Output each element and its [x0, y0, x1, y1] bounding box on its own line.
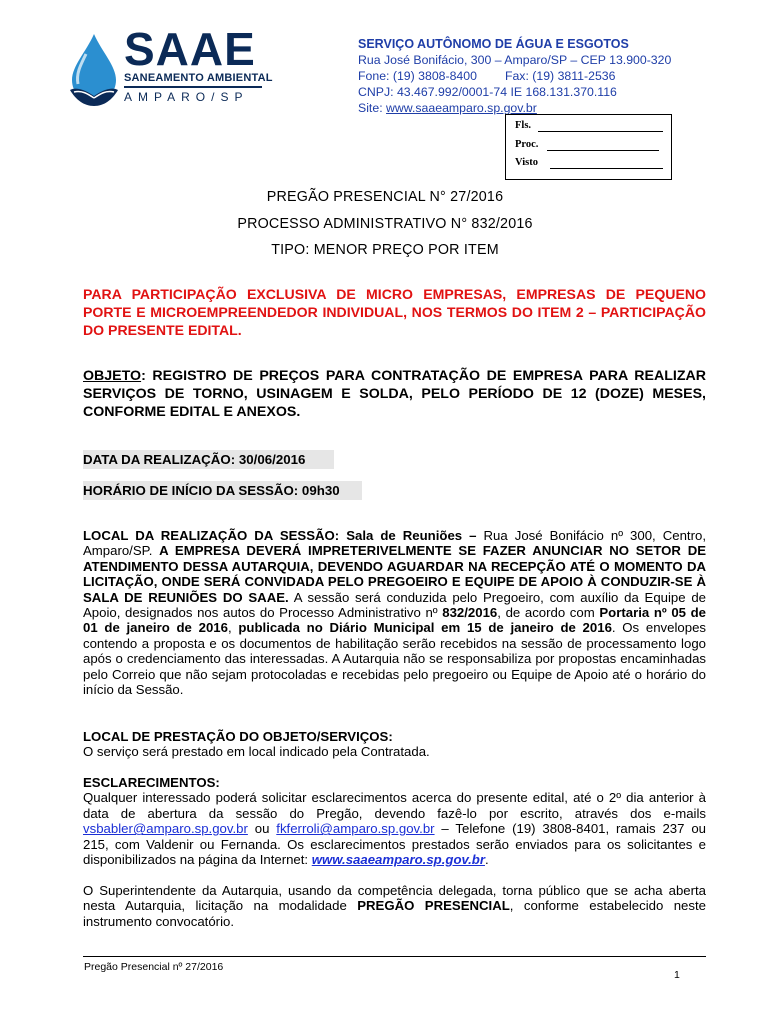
stamp-proc-line	[547, 150, 659, 151]
footer-doc-ref: Pregão Presencial nº 27/2016	[84, 961, 224, 973]
prestacao-heading: LOCAL DE PRESTAÇÃO DO OBJETO/SERVIÇOS:	[83, 729, 393, 744]
org-name: SERVIÇO AUTÔNOMO DE ÁGUA E ESGOTOS	[358, 37, 629, 51]
local-text4: . Os envelopes contendo a proposta e os documentos de habilitação serão recebidos na sessão de processamento logo após o credenciamento das interessadas. A Autarquia não se responsabiliza por propostas encaminhadas pelo Correio que não sejam protocoladas e recebidas pelo pregoeiro ou Equipe de Apoio até o horário do início da Sessão.	[83, 620, 707, 698]
logo-wordmark: SAAE	[124, 23, 256, 75]
org-site-label: Site:	[358, 101, 387, 115]
stamp-proc	[515, 139, 665, 153]
local-text2: , de acordo com	[497, 605, 600, 621]
stamp-visto	[515, 157, 665, 171]
superintendente-text1: O Superintendente da Autarquia, usando da competência delegada, torna público que se acha aberta nesta Autarquia, licitação na modalidade	[83, 883, 706, 914]
objeto-section	[83, 367, 706, 421]
local-label: LOCAL DA REALIZAÇÃO DA SESSÃO: Sala de Reuniões –	[83, 528, 477, 543]
logo-divider	[124, 86, 262, 88]
stamp-fls-line	[538, 131, 663, 132]
stamp-visto-label: Visto	[515, 157, 538, 168]
page-number: 1	[674, 969, 680, 981]
local-publicada: publicada no Diário Municipal em 15 de janeiro de 2016	[238, 620, 612, 636]
prestacao-text: O serviço será prestado em local indicado pela Contratada.	[83, 744, 430, 760]
protocol-stamp-box	[505, 114, 672, 180]
esclarecimentos-text1: Qualquer interessado poderá solicitar esclarecimentos acerca do presente edital, até o 2º dia anterior à data de abertura da sessão do Pregão, devendo fazê-lo por escrito, através dos e-mails	[83, 790, 706, 821]
modalidade: PREGÃO PRESENCIAL	[357, 898, 510, 914]
logo-subtitle: SANEAMENTO AMBIENTAL	[124, 72, 273, 84]
email-link-fkferroli[interactable]: fkferroli@amparo.sp.gov.br	[276, 821, 435, 837]
horario-sessao: HORÁRIO DE INÍCIO DA SESSÃO: 09h30	[83, 481, 362, 500]
site-link[interactable]: www.saaeamparo.sp.gov.br	[311, 852, 485, 868]
title-processo: PROCESSO ADMINISTRATIVO N° 832/2016	[237, 216, 533, 232]
esclarecimentos-ou: ou	[247, 821, 277, 837]
org-phone-fax	[358, 68, 718, 84]
local-realizacao-paragraph	[83, 528, 706, 697]
logo-city: AMPARO/SP	[124, 90, 249, 104]
esclarecimentos-end: .	[484, 852, 489, 868]
water-drop-hands-icon	[64, 30, 124, 110]
data-realizacao: DATA DA REALIZAÇÃO: 30/06/2016	[83, 450, 334, 469]
title-pregao: PREGÃO PRESENCIAL N° 27/2016	[266, 189, 504, 205]
participation-notice: PARA PARTICIPAÇÃO EXCLUSIVA DE MICRO EMPRESAS, EMPRESAS DE PEQUENO PORTE E MICROEMPREENDEDOR INDIVIDUAL, NOS TERMOS DO ITEM 2 – PARTICIPAÇÃO DO PRESENTE EDITAL.	[83, 286, 706, 338]
superintendente-paragraph	[83, 883, 706, 929]
superintendente-text2: , conforme estabelecido neste instrumento convocatório.	[83, 898, 706, 929]
prestacao-section	[83, 729, 706, 760]
local-portaria: Portaria nº 05 de 01 de janeiro de 2016	[83, 605, 707, 636]
title-tipo: TIPO: MENOR PREÇO POR ITEM	[271, 242, 499, 258]
stamp-proc-label: Proc.	[515, 139, 539, 150]
local-warning: A EMPRESA DEVERÁ IMPRETERIVELMENTE SE FAZER ANUNCIAR NO SETOR DE ATENDIMENTO DESSA AUTARQUIA, DEVENDO AGUARDAR NA RECEPÇÃO ATÉ O MOMENTO DA LICITAÇÃO, ONDE SERÁ CONVIDADA PELO PREGOEIRO E EQUIPE DE APOIO À CONDUZIR-SE À SALA DE REUNIÕES DO SAAE.	[83, 543, 707, 605]
org-fax: Fax: (19) 3811-2536	[504, 69, 616, 83]
stamp-fls-label: Fls.	[515, 120, 532, 131]
org-address: Rua José Bonifácio, 300 – Amparo/SP – CEP 13.900-320	[358, 53, 672, 67]
local-text3: ,	[227, 620, 239, 636]
local-address: Rua José Bonifácio nº 300, Centro, Amparo/SP.	[83, 528, 706, 559]
org-contact-block	[358, 36, 718, 116]
local-proc-num: 832/2016	[442, 605, 498, 621]
email-link-vsbabler[interactable]: vsbabler@amparo.sp.gov.br	[83, 821, 248, 837]
saae-logo	[64, 23, 279, 110]
stamp-visto-line	[550, 168, 663, 169]
footer-divider	[83, 956, 706, 957]
org-cnpj: CNPJ: 43.467.992/0001-74 IE 168.131.370.116	[358, 85, 617, 99]
esclarecimentos-text2: – Telefone (19) 3808-8401, ramais 237 ou 215, com Valdenir ou Fernanda. Os esclarecimentos prestados serão enviados para os solicitantes e disponibilizados na página da Internet:	[83, 821, 706, 868]
objeto-text: : REGISTRO DE PREÇOS PARA CONTRATAÇÃO DE EMPRESA PARA REALIZAR SERVIÇOS DE TORNO, USINAGEM E SOLDA, PELO PERÍODO DE 12 (DOZE) MESES, CONFORME EDITAL E ANEXOS.	[83, 368, 706, 420]
esclarecimentos-section	[83, 775, 706, 867]
org-site-link[interactable]: www.saaeamparo.sp.gov.br	[386, 101, 537, 115]
objeto-label: OBJETO	[83, 368, 142, 384]
esclarecimentos-text	[83, 790, 706, 867]
org-phone: Fone: (19) 3808-8400	[358, 69, 477, 83]
local-text1: A sessão será conduzida pelo Pregoeiro, com auxílio da Equipe de Apoio, designados nos autos do Processo Administrativo nº	[83, 589, 706, 621]
esclarecimentos-heading: ESCLARECIMENTOS:	[83, 775, 220, 790]
stamp-fls	[515, 120, 665, 134]
